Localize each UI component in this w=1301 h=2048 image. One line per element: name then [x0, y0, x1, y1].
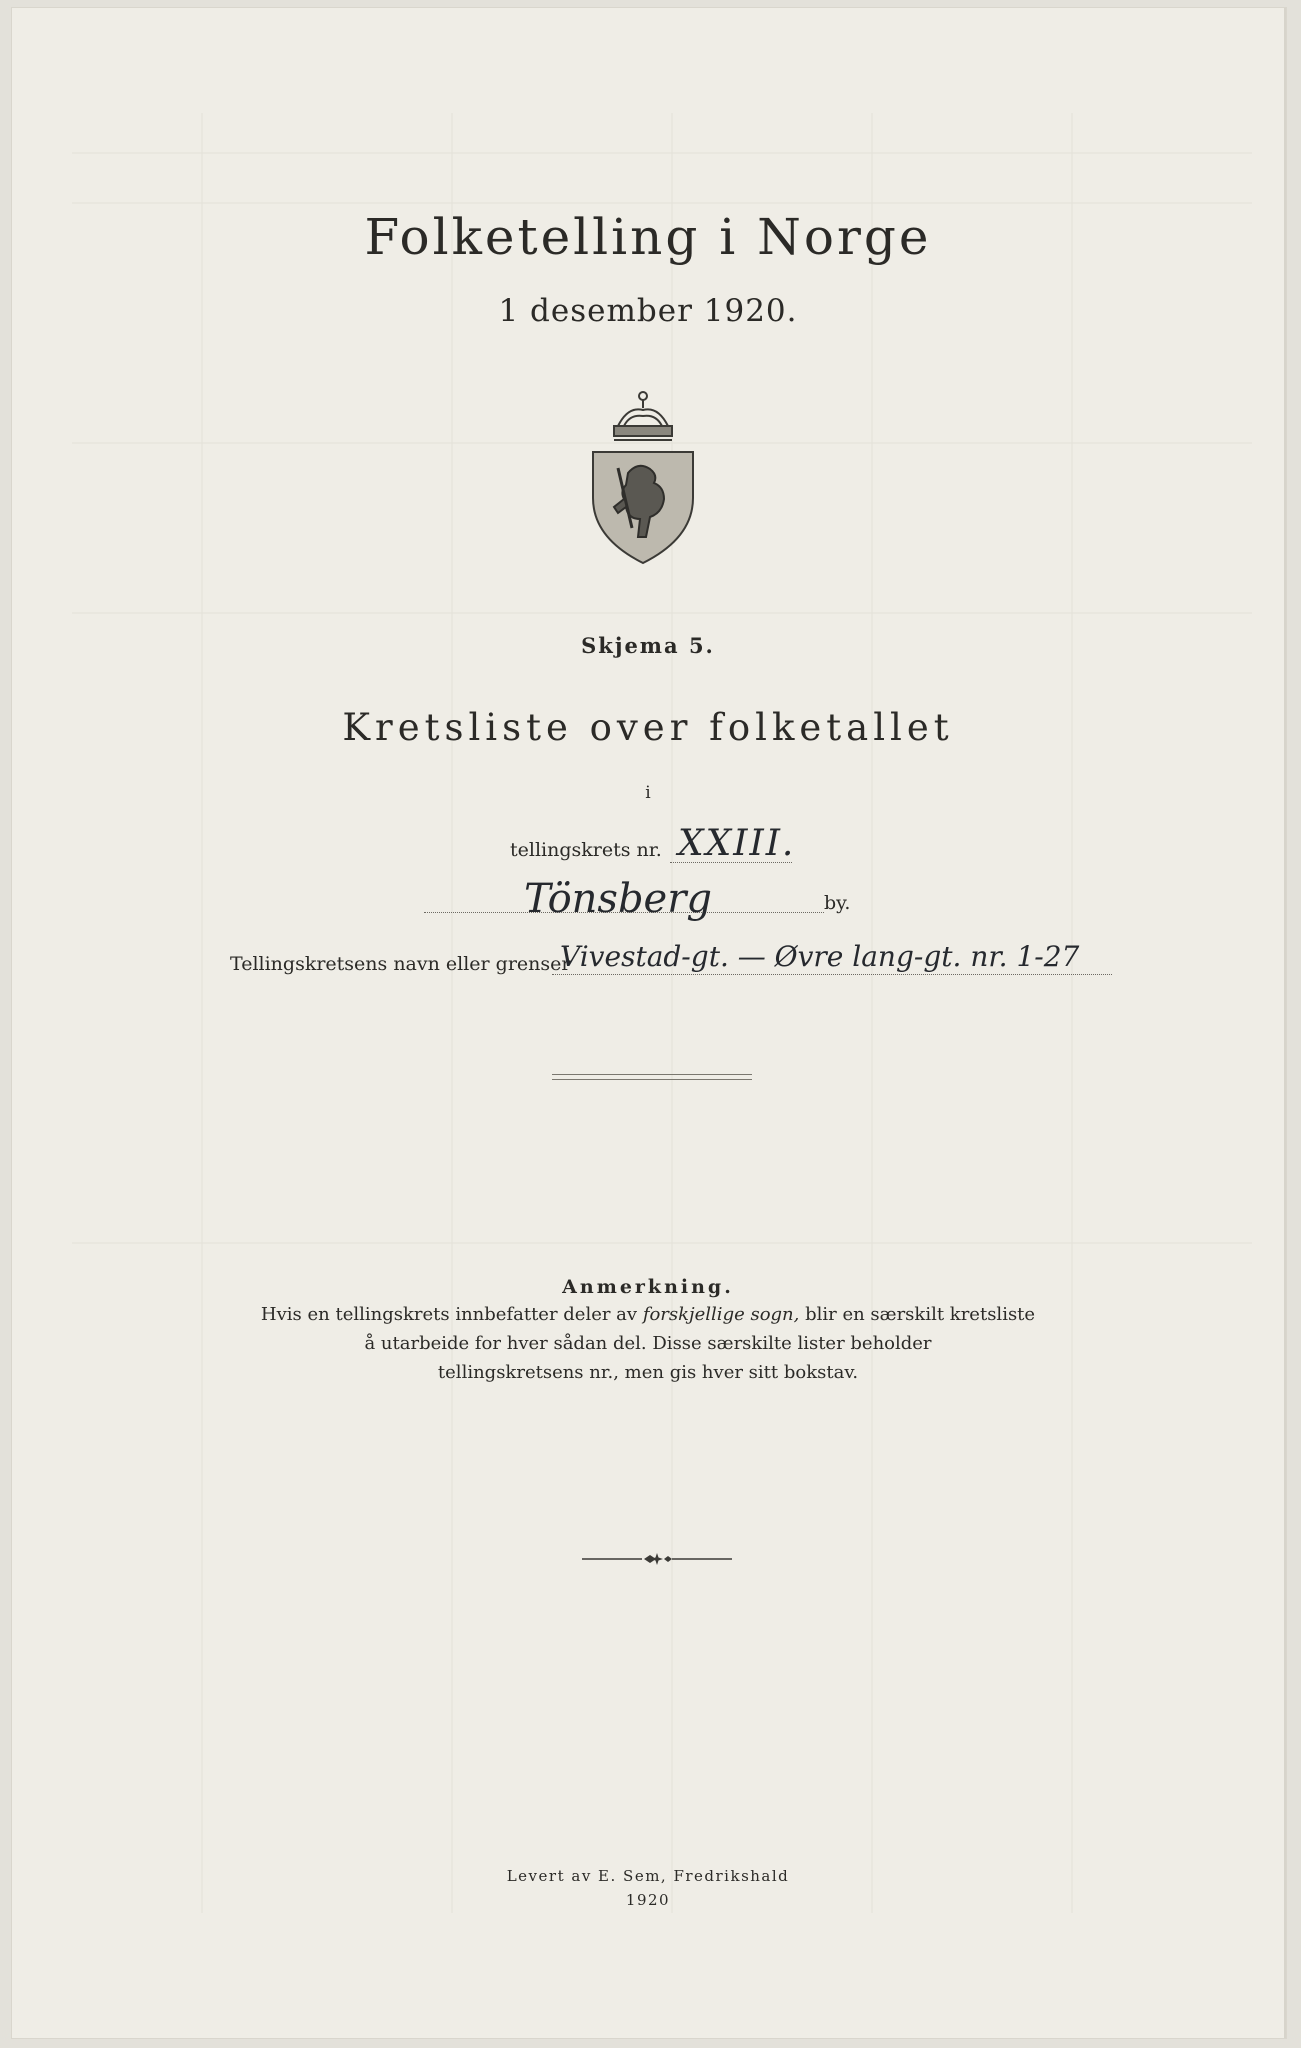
census-date: 1 desember 1920.: [498, 293, 798, 329]
remark-line-1: Hvis en tellingskrets innbefatter deler av forskjellige sogn, blir en særskilt kretsliste: [260, 1304, 1036, 1325]
schema-number: Skjema 5.: [581, 633, 715, 658]
city-suffix: by.: [824, 892, 851, 914]
remark-line-2: å utarbeide for hver sådan del. Disse særskilte lister beholder: [364, 1333, 932, 1354]
district-label: tellingskrets nr.: [510, 839, 662, 861]
coat-of-arms-icon: [588, 388, 698, 568]
district-number-handwritten: XXIII.: [678, 823, 796, 864]
bounds-label: Tellingskretsens navn eller grenser: [230, 953, 571, 975]
remark-text: [12, 1300, 1284, 1387]
double-rule: [552, 1074, 752, 1080]
form-title: Folketelling i Norge: [364, 208, 932, 266]
printer-year: 1920: [625, 1891, 671, 1909]
remark-line-3: tellingskretsens nr., men gis hver sitt bokstav.: [437, 1362, 859, 1383]
printer-name: Levert av E. Sem, Fredrikshald: [506, 1867, 790, 1885]
census-form-page: [12, 8, 1286, 2038]
ornament-divider-icon: [582, 1552, 732, 1566]
remark-heading: Anmerkning.: [562, 1276, 734, 1298]
bounds-line: [552, 974, 1112, 975]
show-through-lines: [72, 113, 1252, 1913]
connector-word: i: [645, 783, 651, 803]
city-handwritten: Tönsberg: [524, 876, 712, 922]
printer-credit: [12, 1864, 1284, 1912]
bounds-handwritten: Vivestad-gt. — Øvre lang-gt. nr. 1-27: [560, 940, 1080, 973]
list-heading: Kretsliste over folketallet: [342, 706, 954, 749]
